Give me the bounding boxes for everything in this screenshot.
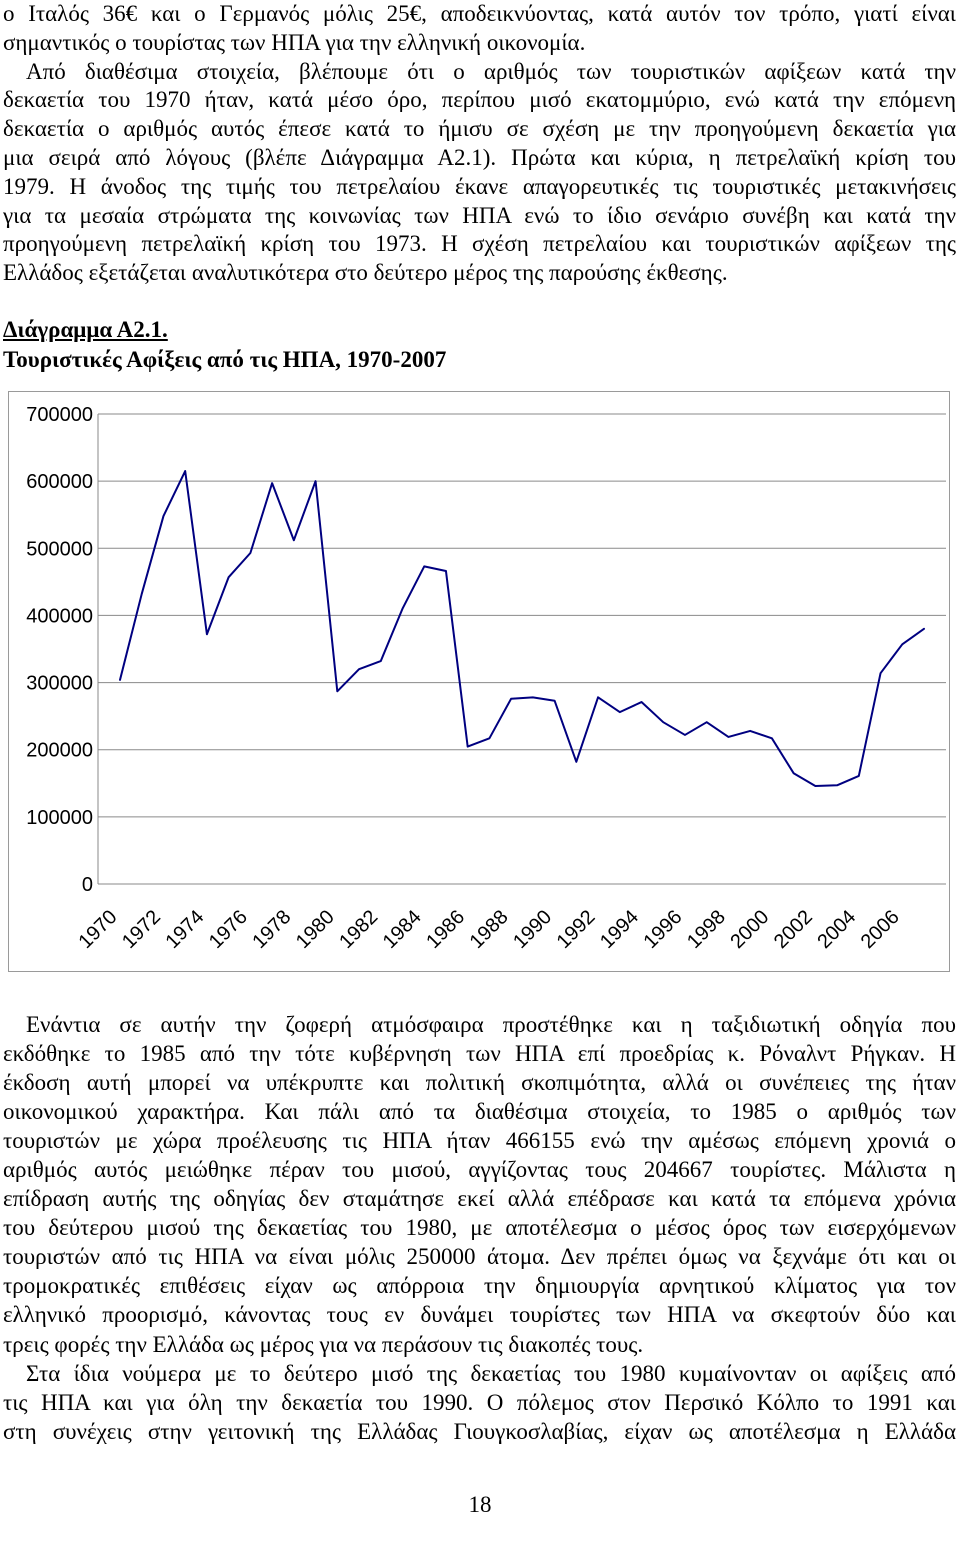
x-tick-label-1982: 1982 (335, 905, 383, 954)
x-tick-label-1992: 1992 (552, 905, 600, 954)
text-block-top (3, 0, 956, 288)
x-tick-label-2006: 2006 (856, 905, 904, 954)
paragraph-3-line-8: του δεύτερου μισού της δεκαετίας του 1980, με αποτέλεσμα ο μέσος όρος των εισερχόμενων (3, 1215, 956, 1241)
text-block-bottom (3, 1010, 956, 1446)
y-tick-label-300000: 300000 (26, 672, 93, 695)
figure-caption: Τουριστικές Αφίξεις από τις ΗΠΑ, 1970-2007 (3, 347, 447, 372)
paragraph-3-line-3: έκδοση αυτή μπορεί να υπέκρυπτε και πολιτική σκοπιμότητα, αλλά οι συνέπειες της ήταν (3, 1070, 956, 1096)
x-tick-label-1984: 1984 (378, 905, 426, 954)
paragraph-3-line-2: εκδόθηκε το 1985 από την τότε κυβέρνηση των ΗΠΑ επί προεδρίας κ. Ρόναλντ Ρήγκαν. Η (3, 1041, 956, 1067)
x-tick-label-1974: 1974 (161, 905, 209, 954)
paragraph-3-line-5: τουριστών με χώρα προέλευσης τις ΗΠΑ ήταν 466155 ενώ την αμέσως επόμενη χρονιά ο (3, 1128, 956, 1154)
paragraph-4-line-1: Στα ίδια νούμερα με το δεύτερο μισό της δεκαετίας του 1980 κυμαίνονταν οι αφίξεις από (26, 1360, 956, 1386)
paragraph-2-line-2: δεκαετία του 1970 ήταν, κατά μέσο όρο, περίπου μισό εκατομμύριο, ενώ κατά την επόμενη (3, 87, 956, 113)
paragraph-2-line-6: για τα μεσαία στρώματα της κοινωνίας των ΗΠΑ ενώ το ίδιο σενάριο συνέβη και κατά την (3, 202, 956, 228)
paragraph-4-line-2: τις ΗΠΑ και για όλη την δεκαετία του 1990. Ο πόλεμος στον Περσικό Κόλπο το 1991 και (3, 1389, 956, 1415)
x-tick-label-1972: 1972 (117, 905, 165, 954)
x-tick-label-1998: 1998 (682, 905, 730, 954)
intro-line-2: σημαντικός ο τουρίστας των ΗΠΑ για την ελληνική οικονομία. (3, 29, 586, 55)
intro-line-1: ο Ιταλός 36€ και ο Γερμανός μόλις 25€, αποδεικνύοντας, κατά αυτόν τον τρόπο, γιατί είναι (3, 1, 956, 26)
x-tick-label-1970: 1970 (74, 905, 122, 954)
x-tick-label-1988: 1988 (465, 905, 513, 954)
x-tick-label-1980: 1980 (291, 905, 339, 954)
paragraph-3-line-6: αριθμός αυτός μειώθηκε πέραν του μισού, αγγίζοντας τους 204667 τουρίστες. Μάλιστα η (3, 1157, 956, 1183)
x-tick-label-1986: 1986 (422, 905, 470, 954)
y-tick-label-100000: 100000 (26, 806, 93, 829)
paragraph-3-line-7: επίδραση αυτής της οδηγίας δεν σταμάτησε εκεί αλλά επέδρασε και κατά τα επόμενα χρόνια (3, 1186, 956, 1212)
x-tick-label-1994: 1994 (596, 905, 644, 954)
x-tick-label-1978: 1978 (248, 905, 296, 954)
paragraph-3-line-10: τρομοκρατικές επιθέσεις είχαν ως απόρροια την δημιουργία αρνητικού κλίματος για τον (3, 1273, 956, 1299)
x-tick-label-2002: 2002 (769, 905, 817, 954)
paragraph-2-line-3: δεκαετία ο αριθμός αυτός έπεσε κατά το ήμισυ σε σχέση με την προηγούμενη δεκαετία για (3, 116, 956, 142)
y-tick-label-400000: 400000 (26, 605, 93, 628)
paragraph-2-line-4: μια σειρά από λόγους (βλέπε Διάγραμμα Α2.1). Πρώτα και κύρια, η πετρελαϊκή κρίση του (3, 144, 956, 170)
paragraph-2-line-7: προηγούμενη πετρελαϊκή κρίση του 1973. Η σχέση πετρελαίου και τουριστικών αφίξεων της (3, 231, 956, 257)
x-tick-label-2000: 2000 (726, 905, 774, 954)
x-tick-label-1976: 1976 (204, 905, 252, 954)
paragraph-3-line-4: οικονομικού χαρακτήρα. Και πάλι από τα διαθέσιμα στοιχεία, το 1985 ο αριθμός των (3, 1099, 956, 1125)
x-tick-label-1990: 1990 (509, 905, 557, 954)
y-tick-label-0: 0 (81, 874, 93, 896)
paragraph-2-line-1: Από διαθέσιμα στοιχεία, βλέπουμε ότι ο αριθμός των τουριστικών αφίξεων κατά την (26, 58, 956, 84)
paragraph-4-line-3: στη συνέχεις στην γειτονική της Ελλάδας Γιουγκοσλαβίας, είχαν ως αποτέλεσμα η Ελλάδα (3, 1418, 956, 1444)
paragraph-3-line-11: ελληνικό προορισμό, κάνοντας τους εν δυνάμει τουρίστες των ΗΠΑ να σκεφτούν δύο και (3, 1302, 956, 1328)
figure-label: Διάγραμμα Α2.1. (3, 317, 168, 342)
y-tick-label-500000: 500000 (26, 538, 93, 561)
paragraph-3-line-12: τρεις φορές την Ελλάδα ως μέρος για να περάσουν τις διακοπές τους. (3, 1331, 644, 1357)
paragraph-3-line-1: Ενάντια σε αυτήν την ζοφερή ατμόσφαιρα προστέθηκε και η ταξιδιωτική οδηγία που (26, 1012, 956, 1037)
x-tick-label-1996: 1996 (639, 905, 687, 954)
paragraph-2-line-5: 1979. Η άνοδος της τιμής του πετρελαίου έκανε απαγορευτικές τις τουριστικές μετακινήσεις (3, 173, 956, 199)
y-tick-label-200000: 200000 (26, 739, 93, 762)
y-tick-label-600000: 600000 (26, 471, 93, 494)
line-chart (8, 391, 950, 972)
paragraph-2-line-8: Ελλάδος εξετάζεται αναλυτικότερα στο δεύτερο μέρος της παρούσης έκθεσης. (3, 260, 728, 286)
page-number: 18 (468, 1492, 492, 1517)
x-tick-label-2004: 2004 (813, 905, 861, 954)
paragraph-3-line-9: τουριστών από τις ΗΠΑ να είναι μόλις 250000 άτομα. Δεν πρέπει όμως να ξεχνάμε ότι και οι (3, 1244, 956, 1270)
y-tick-label-700000: 700000 (26, 404, 93, 426)
